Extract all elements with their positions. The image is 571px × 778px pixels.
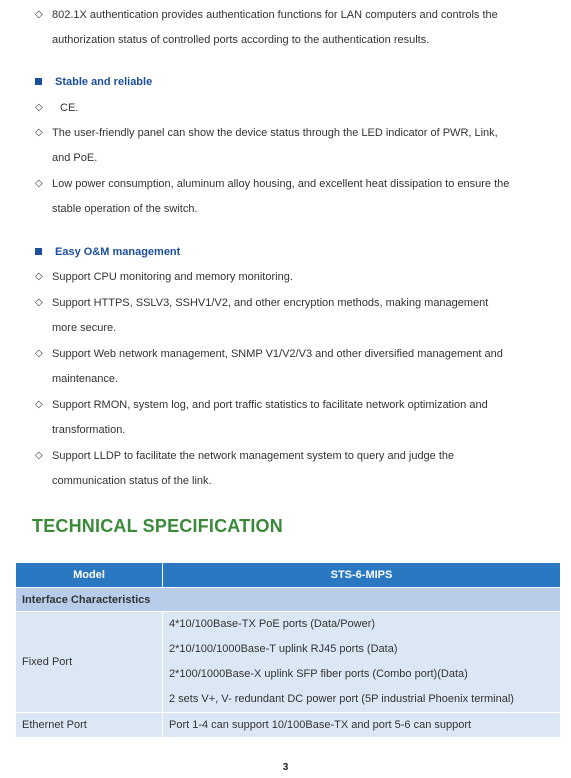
om-item-3-line-2: maintenance.: [52, 373, 119, 385]
diamond-bullet-icon: ◇: [35, 348, 43, 359]
om-item-4-line-1: Support RMON, system log, and port traffic statistics to facilitate network optimization and: [52, 399, 488, 411]
table-row: [16, 612, 561, 713]
header-value-cell: STS-6-MIPS: [163, 563, 561, 588]
diamond-bullet-icon: ◇: [35, 102, 43, 113]
stable-item-2-line-1: The user-friendly panel can show the device status through the LED indicator of PWR, Link,: [52, 127, 498, 139]
page-number: 3: [282, 762, 289, 773]
diamond-bullet-icon: ◇: [35, 271, 43, 282]
om-item-5-line-1: Support LLDP to facilitate the network management system to query and judge the: [52, 450, 455, 462]
diamond-bullet-icon: ◇: [35, 297, 43, 308]
om-item-2-line-1: Support HTTPS, SSLV3, SSHV1/V2, and other encryption methods, making management: [52, 297, 489, 309]
stable-item-2-line-2: and PoE.: [52, 152, 98, 164]
fixed-port-line: 2*100/1000Base-X uplink SFP fiber ports (Combo port)(Data): [169, 668, 468, 680]
stable-item-3-line-2: stable operation of the switch.: [52, 203, 198, 215]
om-item-1: Support CPU monitoring and memory monitoring.: [52, 271, 293, 283]
fixed-port-label: Fixed Port: [16, 612, 163, 713]
diamond-bullet-icon: ◇: [35, 178, 43, 189]
section-title-stable: Stable and reliable: [55, 76, 153, 88]
table-row: [16, 713, 561, 738]
om-item-4-line-2: transformation.: [52, 424, 126, 436]
fixed-port-values: [163, 612, 561, 713]
tech-spec-title: TECHNICAL SPECIFICATION: [32, 516, 283, 536]
spec-section-row: [16, 588, 561, 612]
fixed-port-line: 2 sets V+, V- redundant DC power port (5P industrial Phoenix terminal): [169, 693, 514, 705]
spec-table: [15, 562, 561, 738]
ethernet-port-label: Ethernet Port: [16, 713, 163, 738]
header-model-cell: Model: [16, 563, 163, 588]
intro-line-1: 802.1X authentication provides authentication functions for LAN computers and controls the: [52, 9, 498, 21]
square-bullet-icon: [35, 248, 42, 255]
om-item-5-line-2: communication status of the link.: [52, 475, 212, 487]
fixed-port-line: 2*10/100/1000Base-T uplink RJ45 ports (Data): [169, 643, 398, 655]
om-item-2-line-2: more secure.: [52, 322, 117, 334]
diamond-bullet-icon: ◇: [35, 450, 43, 461]
stable-item-1: CE.: [60, 102, 79, 114]
intro-line-2: authorization status of controlled ports according to the authentication results.: [52, 34, 430, 46]
interface-section-cell: Interface Characteristics: [16, 588, 561, 612]
diamond-bullet-icon: ◇: [35, 399, 43, 410]
square-bullet-icon: [35, 78, 42, 85]
diamond-bullet-icon: ◇: [35, 127, 43, 138]
spec-header-row: [16, 563, 561, 588]
diamond-bullet-icon: ◇: [35, 9, 43, 20]
stable-item-3-line-1: Low power consumption, aluminum alloy housing, and excellent heat dissipation to ensure the: [52, 178, 510, 190]
section-title-om: Easy O&M management: [55, 246, 181, 258]
fixed-port-line: 4*10/100Base-TX PoE ports (Data/Power): [169, 618, 376, 630]
om-item-3-line-1: Support Web network management, SNMP V1/V2/V3 and other diversified management and: [52, 348, 503, 360]
ethernet-port-value: Port 1-4 can support 10/100Base-TX and port 5-6 can support: [163, 713, 561, 738]
